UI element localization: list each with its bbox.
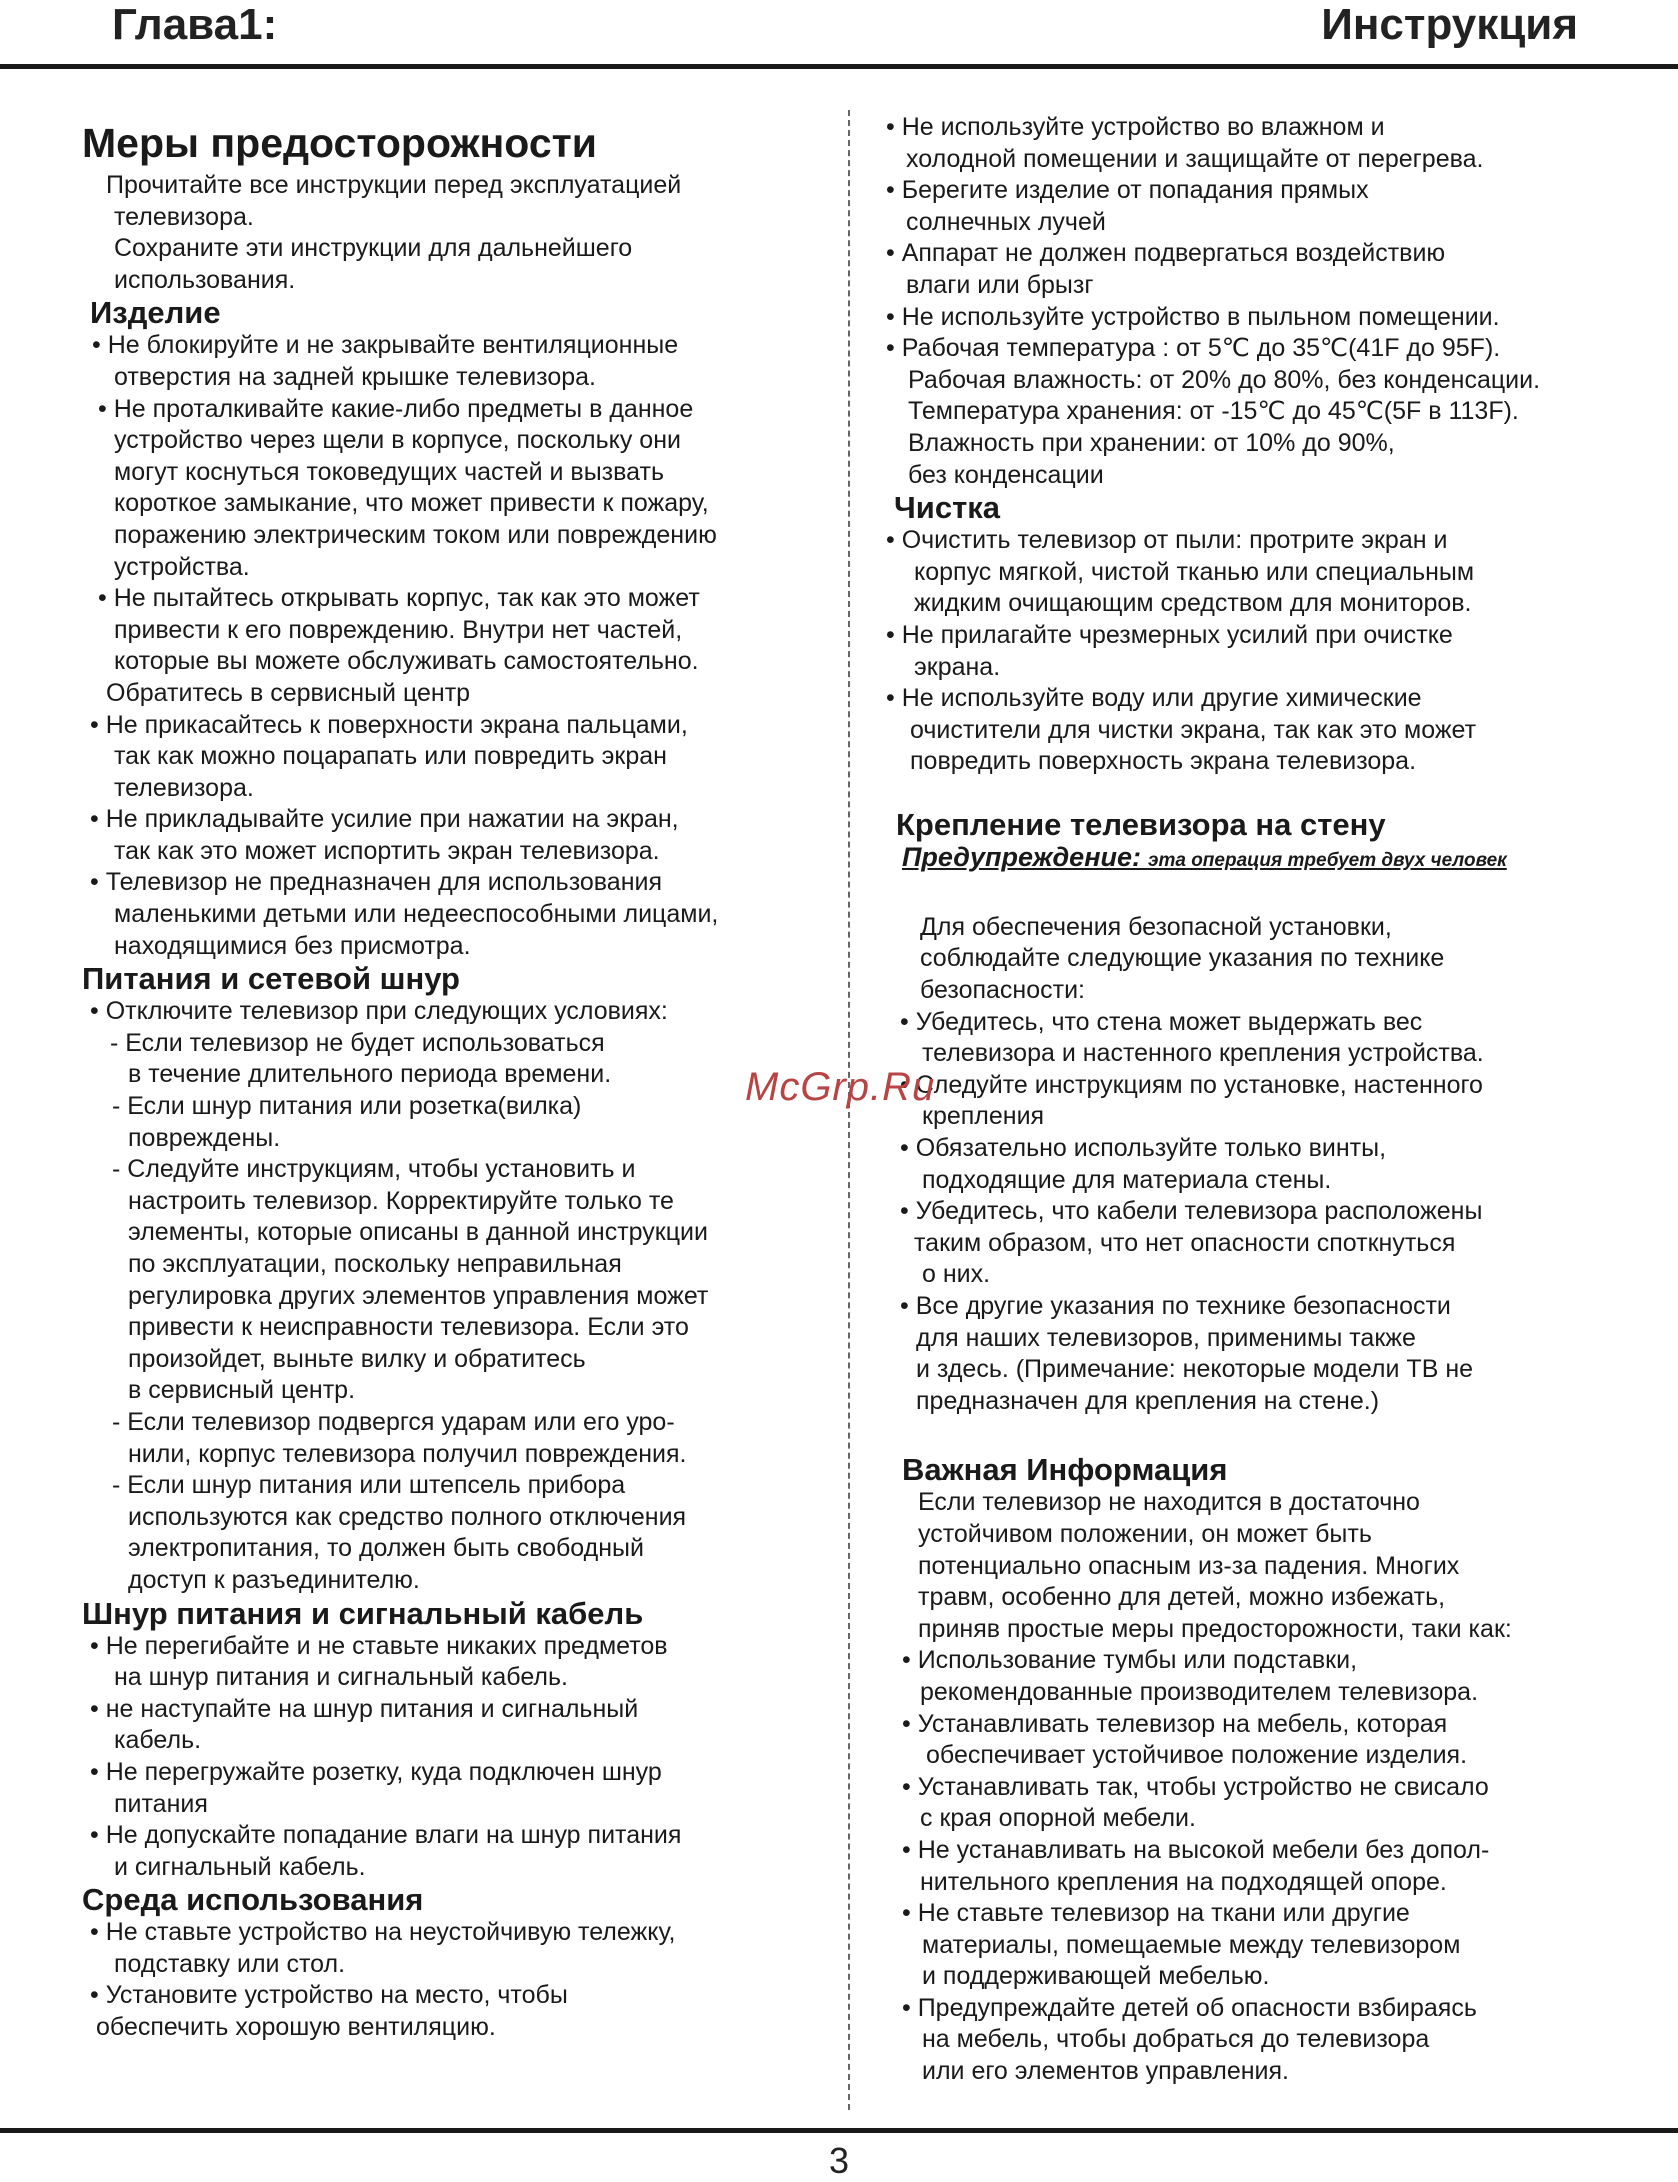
text-line: потенциально опасным из-за падения. Многих [918,1551,1460,1580]
list-item: • Не устанавливать на высокой мебели без допол- [902,1835,1490,1864]
text-line: травм, особенно для детей, можно избежать, [918,1583,1446,1612]
list-item: • Не прикладывайте усилие при нажатии на экран, [90,805,679,834]
list-item: • Использование тумбы или подставки, [902,1646,1358,1675]
cable-list [82,1631,812,1884]
important-info-list [886,1487,1646,2087]
text-line: телевизора. [114,202,254,231]
list-item: • Телевизор не предназначен для использования [90,868,663,897]
list-item-cont: влаги или брызг [906,270,1094,299]
list-item-cont: короткое замыкание, что может привести к пожару, [114,489,709,518]
list-item-cont: повреждены. [128,1123,281,1152]
list-item: • Обязательно используйте только винты, [900,1134,1387,1163]
list-item-cont: о них. [922,1260,991,1289]
list-item-cont: настроить телевизор. Корректируйте только те [128,1186,674,1215]
list-item: • Не пытайтесь открывать корпус, так как это может [98,584,700,613]
page-title: Меры предосторожности [82,120,597,166]
text-line: Сохраните эти инструкции для дальнейшего [114,234,633,263]
list-item: • Не ставьте устройство на неустойчивую тележку, [90,1918,676,1947]
list-item-cont: питания [114,1789,208,1818]
list-item: • не наступайте на шнур питания и сигнальный [90,1694,639,1723]
list-item: • Не блокируйте и не закрывайте вентиляционные [92,331,679,360]
list-item-cont: находящимися без присмотра. [114,931,471,960]
list-item: • Не прикасайтесь к поверхности экрана пальцами, [90,710,688,739]
list-item-cont: рекомендованные производителем телевизора. [920,1677,1479,1706]
list-item: • Устанавливать так, чтобы устройство не свисало [902,1772,1489,1801]
list-item-cont: солнечных лучей [906,207,1106,236]
list-item-cont: обеспечить хорошую вентиляцию. [96,2013,496,2042]
page-number: 3 [828,2140,850,2181]
text-line: использования. [114,265,296,294]
list-item-cont: в сервисный центр. [128,1376,356,1405]
list-item-cont: подставку или стол. [114,1949,346,1978]
text-line: устойчивом положении, он может быть [918,1519,1372,1548]
list-item-cont: по эксплуатации, поскольку неправильная [128,1250,622,1278]
list-item-cont: очистители для чистки экрана, так как это может [910,715,1477,744]
section-heading-important-info: Важная Информация [902,1452,1228,1488]
list-item-cont: элементы, которые описаны в данной инструкции [128,1218,708,1247]
text-line: Для обеспечения безопасной установки, [920,912,1392,941]
chapter-label: Глава1: [112,0,278,49]
list-item-cont: и поддерживающей мебелью. [922,1962,1270,1991]
cleaning-list [886,525,1646,778]
list-item-cont: с края опорной мебели. [920,1804,1196,1833]
list-item: • Устанавливать телевизор на мебель, которая [902,1709,1448,1738]
warning-label: Предупреждение: [902,841,1142,872]
list-item-cont: нительного крепления на подходящей опоре. [920,1867,1447,1896]
list-item: • Предупреждайте детей об опасности взбираясь [902,1993,1477,2022]
section-heading-wall-mount: Крепление телевизора на стену [896,806,1386,842]
list-item: • Очистить телевизор от пыли: протрите экран и [886,526,1448,555]
list-item: • Берегите изделие от попадания прямых [886,176,1369,205]
list-item-cont: в течение длительного периода времени. [128,1060,612,1089]
list-item-cont: подходящие для материала стены. [922,1165,1332,1194]
intro-block [82,170,812,296]
wall-mount-list [886,912,1646,1418]
list-item-cont: могут коснуться токоведущих частей и вызвать [114,457,664,486]
text-line: Прочитайте все инструкции перед эксплуатацией [106,171,682,199]
list-item: • Следуйте инструкциям по установке, настенного [900,1070,1483,1099]
list-item-cont: материалы, помещаемые между телевизором [922,1930,1461,1959]
list-item-cont: так как можно поцарапать или повредить экран [114,742,667,771]
list-item: • Все другие указания по технике безопасности [900,1292,1451,1320]
list-item-cont: и здесь. (Примечание: некоторые модели ТВ не [916,1355,1474,1384]
list-item: • Не перегибайте и не ставьте никаких предметов [90,1631,668,1660]
list-item-cont: обеспечивает устойчивое положение изделия. [926,1741,1468,1770]
power-list [82,996,812,1596]
text-line: приняв простые меры предосторожности, таки как: [918,1614,1512,1643]
list-item-cont: устройства. [114,552,250,581]
list-item-cont: поражению электрическим током или повреждению [114,520,717,549]
spec-line: Температура хранения: от -15℃ до 45℃(5F в 113F). [908,397,1519,426]
left-column [82,116,812,2044]
list-item-cont: которые вы можете обслуживать самостоятельно. [114,647,699,676]
list-item: • Не перегружайте розетку, куда подключен шнур [90,1757,662,1786]
environment-cont-list [886,112,1646,491]
text-line: безопасности: [920,976,1085,1005]
list-item-cont: жидким очищающим средством для мониторов. [914,589,1472,618]
environment-list [82,1917,812,2043]
list-item: • Не ставьте телевизор на ткани или другие [902,1899,1410,1928]
warning-text: эта операция требует двух человек [1147,849,1507,871]
list-item-cont: для наших телевизоров, применимы также [916,1323,1416,1352]
list-item: • Не допускайте попадание влаги на шнур питания [90,1821,682,1850]
spec-line: Рабочая влажность: от 20% до 80%, без конденсации. [908,365,1541,394]
list-item: - Следуйте инструкциям, чтобы установить и [112,1155,636,1184]
section-heading-environment: Среда использования [82,1882,424,1918]
list-item-cont: привести к его повреждению. Внутри нет частей, [114,615,683,644]
list-item: • Убедитесь, что стена может выдержать вес [900,1007,1423,1036]
list-item: - Если шнур питания или штепсель прибора [112,1471,626,1500]
list-item-cont: произойдет, выньте вилку и обратитесь [128,1344,586,1373]
spec-line: Влажность при хранении: от 10% до 90%, [908,428,1395,457]
list-item-cont: телевизора. [114,773,254,802]
column-divider [848,110,850,2110]
text-line: соблюдайте следующие указания по технике [920,944,1445,973]
list-item-cont: отверстия на задней крышке телевизора. [114,362,596,391]
document-title: Инструкция [1321,0,1578,49]
list-item: • Рабочая температура : от 5℃ до 35℃(41F до 95F). [886,334,1501,363]
list-item-cont: на шнур питания и сигнальный кабель. [114,1663,568,1692]
section-heading-power: Питания и сетевой шнур [82,961,460,997]
list-item-cont: электропитания, то должен быть свободный [128,1534,644,1563]
product-list [82,330,812,962]
list-item-cont: холодной помещении и защищайте от перегрева. [906,144,1484,173]
list-item-cont: так как это может испортить экран телевизора. [114,836,660,865]
list-item-cont: таким образом, что нет опасности споткнуться [914,1228,1456,1257]
list-item-cont: экрана. [914,652,1001,681]
list-item-cont: телевизора и настенного крепления устройства. [922,1039,1484,1068]
header-rule [0,64,1678,69]
list-item-cont: на мебель, чтобы добраться до телевизора [922,2025,1430,2054]
list-item-cont: устройство через щели в корпусе, поскольку они [114,426,681,455]
list-item-cont: доступ к разъединителю. [128,1565,420,1594]
text-line: Если телевизор не находится в достаточно [918,1488,1420,1517]
list-item: - Если телевизор подвергся ударам или его уро- [112,1407,675,1436]
list-item-cont: используются как средство полного отключения [128,1502,687,1531]
list-item-cont: и сигнальный кабель. [114,1852,366,1881]
list-item: • Не используйте воду или другие химические [886,684,1422,713]
list-item-cont: привести к неисправности телевизора. Если это [128,1313,689,1342]
right-column [886,112,1646,2088]
list-item-cont: крепления [922,1102,1045,1131]
list-item-cont: повредить поверхность экрана телевизора. [910,747,1417,776]
watermark: McGrp.Ru [745,1065,936,1109]
list-item: • Аппарат не должен подвергаться воздействию [886,239,1446,268]
list-item: • Установите устройство на место, чтобы [90,1981,568,2010]
list-item-cont: маленькими детьми или недееспособными лицами, [114,900,719,929]
list-item: - Если телевизор не будет использоваться [110,1028,605,1057]
spec-line: без конденсации [908,460,1104,489]
list-item-cont: регулировка других элементов управления может [128,1281,709,1310]
list-item-cont: кабель. [114,1726,202,1755]
footer-rule [0,2128,1678,2133]
wall-warning [886,842,1646,876]
list-item: • Убедитесь, что кабели телевизора расположены [900,1197,1483,1226]
list-item: • Не проталкивайте какие-либо предметы в данное [98,394,694,423]
list-item: • Не используйте устройство в пыльном помещении. [886,302,1500,331]
list-item-cont: предназначен для крепления на стене.) [916,1386,1380,1415]
list-item-cont: Обратитесь в сервисный центр [106,678,471,707]
list-item-cont: нили, корпус телевизора получил повреждения. [128,1439,687,1468]
section-heading-product: Изделие [90,295,221,331]
list-item: • Не используйте устройство во влажном и [886,113,1385,141]
list-item: • Отключите телевизор при следующих условиях: [90,997,668,1026]
section-heading-cleaning: Чистка [894,490,1001,526]
list-item: • Не прилагайте чрезмерных усилий при очистке [886,620,1453,649]
list-item-cont: корпус мягкой, чистой тканью или специальным [914,557,1475,586]
list-item: - Если шнур питания или розетка(вилка) [112,1092,582,1121]
section-heading-cable: Шнур питания и сигнальный кабель [82,1595,644,1631]
list-item-cont: или его элементов управления. [922,2057,1289,2086]
